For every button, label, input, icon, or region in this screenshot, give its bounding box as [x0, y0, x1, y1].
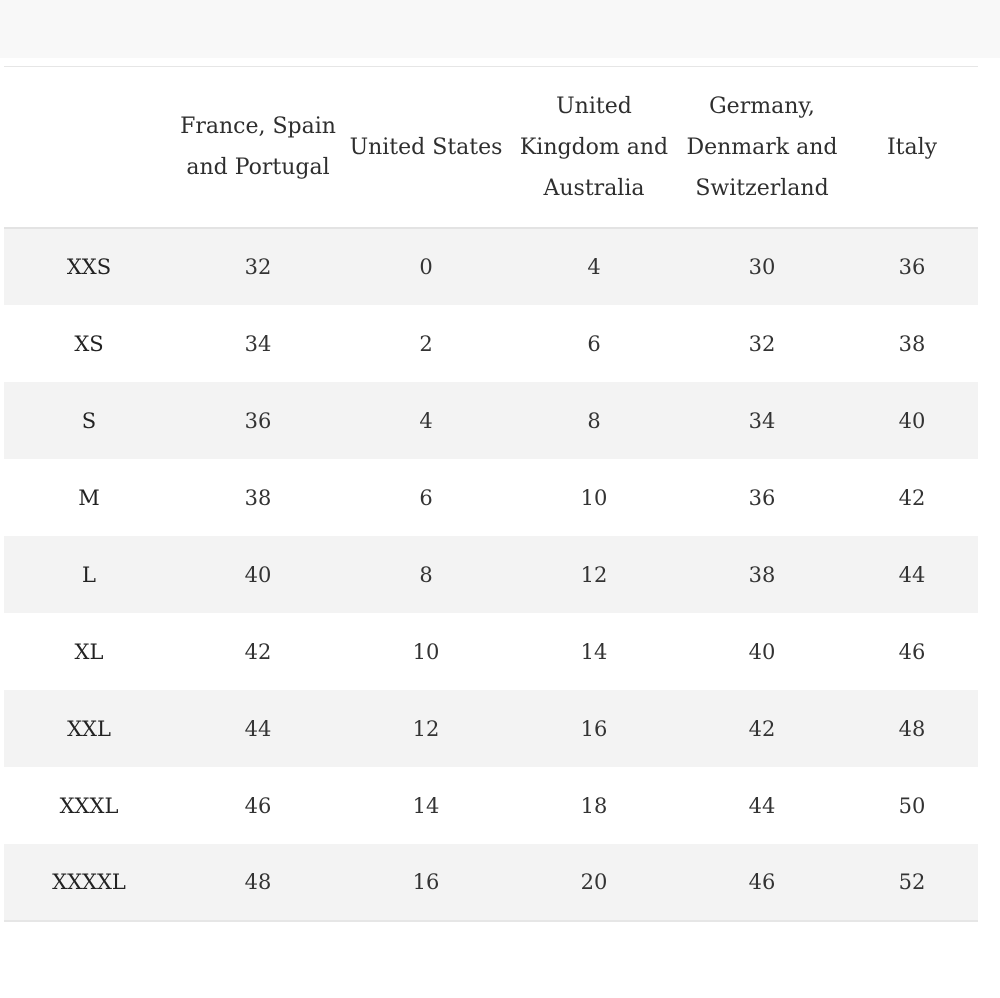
- header-cell-size: [4, 67, 174, 228]
- header-cell-france-spain-portugal: France, Spain and Portugal: [180, 114, 336, 180]
- cell-france-spain-portugal: 40: [244, 562, 272, 587]
- cell-france-spain-portugal: 36: [244, 408, 272, 433]
- cell-united-states: 14: [412, 793, 440, 818]
- table-row: [4, 844, 978, 921]
- cell-size-label: M: [78, 485, 100, 510]
- table-row: [4, 536, 978, 613]
- cell-united-states: 8: [419, 562, 433, 587]
- cell-size-label: XS: [74, 331, 104, 356]
- cell-size-label: L: [82, 562, 96, 587]
- cell-uk-australia: 20: [580, 870, 608, 894]
- cell-germany-denmark-switzerland: 30: [748, 255, 776, 279]
- size-chart-table: [4, 67, 978, 922]
- cell-italy: 44: [898, 562, 926, 587]
- cell-size-label: XXS: [66, 255, 112, 279]
- cell-united-states: 12: [412, 716, 440, 741]
- cell-size-label: S: [81, 408, 97, 433]
- cell-france-spain-portugal: 46: [244, 793, 272, 818]
- cell-united-states: 16: [412, 870, 440, 894]
- cell-germany-denmark-switzerland: 46: [748, 870, 776, 894]
- cell-germany-denmark-switzerland: 40: [748, 639, 776, 664]
- cell-italy: 50: [898, 793, 926, 818]
- cell-germany-denmark-switzerland: 44: [748, 793, 776, 818]
- table-row: [4, 382, 978, 459]
- header-cell-italy: Italy: [886, 134, 938, 160]
- cell-france-spain-portugal: 48: [244, 870, 272, 894]
- cell-united-states: 6: [419, 485, 433, 510]
- cell-italy: 52: [898, 870, 926, 894]
- cell-france-spain-portugal: 44: [244, 716, 272, 741]
- header-cell-germany-denmark-switzerland: Germany, Denmark and Switzerland: [686, 93, 838, 201]
- size-chart-body: [4, 228, 978, 921]
- cell-germany-denmark-switzerland: 42: [748, 716, 776, 741]
- cell-germany-denmark-switzerland: 34: [748, 408, 776, 433]
- cell-size-label: XL: [74, 639, 104, 664]
- cell-france-spain-portugal: 32: [244, 255, 272, 279]
- cell-uk-australia: 6: [587, 331, 601, 356]
- header-row: [4, 67, 978, 228]
- cell-italy: 40: [898, 408, 926, 433]
- cell-size-label: XXXL: [59, 793, 119, 818]
- cell-united-states: 2: [419, 331, 433, 356]
- size-chart-container: [4, 66, 978, 922]
- cell-uk-australia: 14: [580, 639, 608, 664]
- cell-germany-denmark-switzerland: 32: [748, 331, 776, 356]
- size-chart-header: [4, 67, 978, 228]
- cell-france-spain-portugal: 42: [244, 639, 272, 664]
- header-cell-uk-australia: United Kingdom and Australia: [519, 93, 669, 201]
- cell-uk-australia: 4: [587, 255, 601, 279]
- cell-italy: 38: [898, 331, 926, 356]
- cell-italy: 46: [898, 639, 926, 664]
- table-row: [4, 305, 978, 382]
- cell-united-states: 0: [419, 255, 433, 279]
- table-row: [4, 459, 978, 536]
- cell-uk-australia: 8: [587, 408, 601, 433]
- cell-size-label: XXXXL: [52, 870, 126, 894]
- cell-france-spain-portugal: 38: [244, 485, 272, 510]
- table-row: [4, 228, 978, 305]
- cell-italy: 48: [898, 716, 926, 741]
- cell-uk-australia: 10: [580, 485, 608, 510]
- table-row: [4, 690, 978, 767]
- top-band: [0, 0, 1000, 58]
- cell-united-states: 4: [419, 408, 433, 433]
- cell-italy: 36: [898, 255, 926, 279]
- cell-size-label: XXL: [67, 716, 111, 741]
- cell-germany-denmark-switzerland: 36: [748, 485, 776, 510]
- cell-united-states: 10: [412, 639, 440, 664]
- cell-uk-australia: 18: [580, 793, 608, 818]
- table-row: [4, 767, 978, 844]
- header-cell-united-states: United States: [349, 134, 503, 160]
- cell-france-spain-portugal: 34: [244, 331, 272, 356]
- cell-italy: 42: [898, 485, 926, 510]
- cell-uk-australia: 12: [580, 562, 608, 587]
- cell-germany-denmark-switzerland: 38: [748, 562, 776, 587]
- cell-uk-australia: 16: [580, 716, 608, 741]
- table-row: [4, 613, 978, 690]
